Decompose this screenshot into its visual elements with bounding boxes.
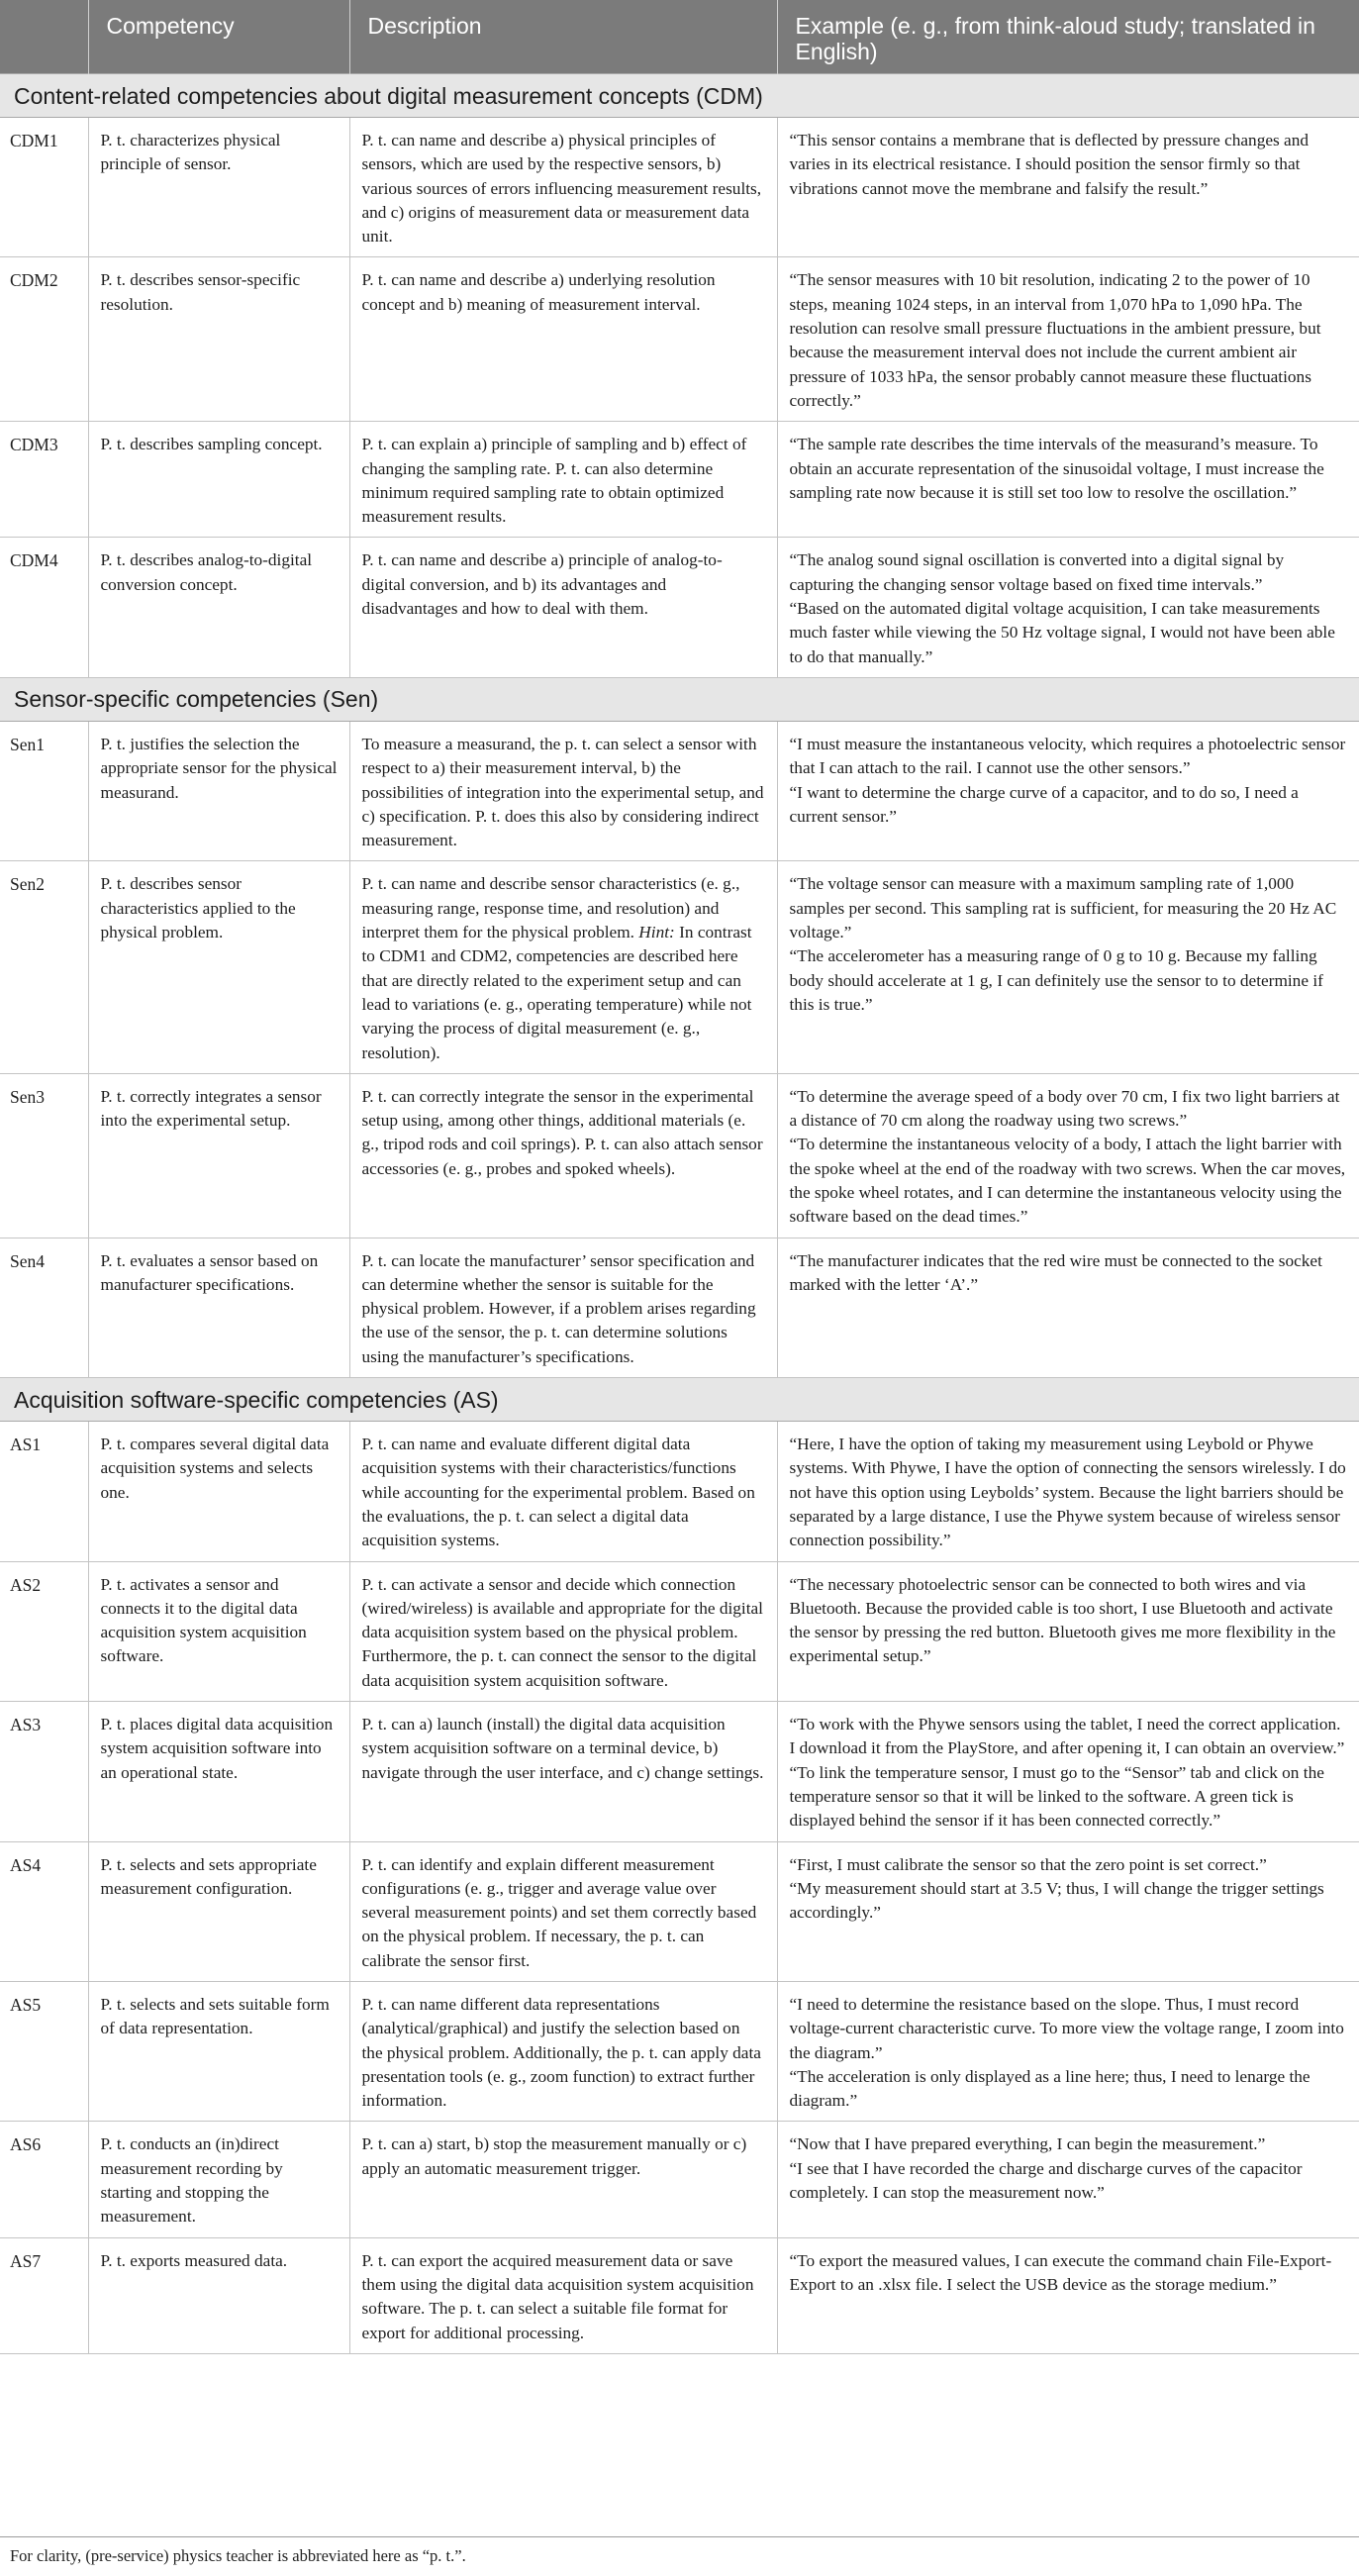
hint-label: Hint: bbox=[638, 923, 675, 942]
description-text: P. t. can explain a) principle of sampling and b) effect of changing the sampling rate. P. t. can also determine minimum required sampling rate to obtain optimized measurement results. bbox=[361, 435, 747, 527]
competency-id: AS4 bbox=[0, 1841, 88, 1981]
example-cell bbox=[777, 1702, 1359, 1841]
example-quote: “I must measure the instantaneous velocity, which requires a photoelectric sensor that I can attach to the rail. I cannot use the other sensors.” bbox=[789, 734, 1346, 778]
example-cell bbox=[777, 1422, 1359, 1561]
example-quote: “This sensor contains a membrane that is deflected by pressure changes and varies in its electrical resistance. I should position the sensor firmly so that vibrations cannot move the membrane and falsify the result.” bbox=[789, 131, 1309, 198]
example-cell bbox=[777, 1982, 1359, 2122]
description-text: P. t. can a) start, b) stop the measurement manually or c) apply an automatic measurement trigger. bbox=[361, 2134, 747, 2178]
competency-cell: P. t. conducts an (in)direct measurement recording by starting and stopping the measurement. bbox=[88, 2122, 349, 2237]
description-text: P. t. can correctly integrate the sensor in the experimental setup using, among other things, additional materials (e. g., tripod rods and coil springs). P. t. can also attach sensor accessories (e. g., probes and spoked wheels). bbox=[361, 1086, 763, 1178]
section-row bbox=[0, 677, 1359, 721]
competency-id: CDM4 bbox=[0, 538, 88, 677]
example-quote: “The accelerometer has a measuring range of 0 g to 10 g. Because my falling body should accelerate at 1 g, I can definitely use the sensor to to determine if this is true.” bbox=[789, 946, 1323, 1014]
description-cell bbox=[349, 1982, 777, 2122]
header-row bbox=[0, 0, 1359, 74]
competency-cell: P. t. describes analog-to-digital conversion concept. bbox=[88, 538, 349, 677]
example-quote: “To link the temperature sensor, I must go to the “Sensor” tab and click on the temperature sensor so that it will be linked to the software. A green tick is displayed behind the sensor if it has been connected correctly.” bbox=[789, 1762, 1324, 1831]
table-row bbox=[0, 538, 1359, 677]
example-quote: “I need to determine the resistance based on the slope. Thus, I must record voltage-current characteristic curve. To more view the voltage range, I zoom into the diagram.” bbox=[789, 1995, 1344, 2062]
example-cell bbox=[777, 1841, 1359, 1981]
table-row bbox=[0, 1238, 1359, 1377]
competency-id: AS1 bbox=[0, 1422, 88, 1561]
example-quote: “The necessary photoelectric sensor can be connected to both wires and via Bluetooth. Because the provided cable is too short, I use Bluetooth and activate the sensor by pressing the red button. Bluetooth gives me more flexibility in the experimental setup.” bbox=[789, 1574, 1336, 1666]
example-cell bbox=[777, 1238, 1359, 1377]
description-cell bbox=[349, 1702, 777, 1841]
section-title: Content-related competencies about digital measurement concepts (CDM) bbox=[0, 74, 1359, 118]
example-quote: “To determine the instantaneous velocity of a body, I attach the light barrier with the spoke wheel at the end of the roadway with two screws. When the car moves, the spoke wheel rotates, and I can determine the instantaneous velocity using the software based on the dead times.” bbox=[789, 1135, 1346, 1227]
header-competency: Competency bbox=[88, 0, 349, 74]
description-cell bbox=[349, 1561, 777, 1701]
example-quote: “Here, I have the option of taking my measurement using Leybold or Phywe systems. With Phywe, I have the option of connecting the sensors wirelessly. I do not have this option using Leybolds’ system. Because the light barriers should be separated by a large distance, I use the Phywe system because of wireless sensor connection possibility.” bbox=[789, 1435, 1346, 1550]
description-text: P. t. can name and describe a) physical principles of sensors, which are used by the respective sensors, b) various sources of errors influencing measurement results, and c) origins of measurement data or measurement data unit. bbox=[361, 131, 762, 247]
competency-cell: P. t. activates a sensor and connects it to the digital data acquisition system acquisition software. bbox=[88, 1561, 349, 1701]
example-quote: “To determine the average speed of a body over 70 cm, I fix two light barriers at a distance of 70 cm along the roadway using two screws.” bbox=[789, 1086, 1340, 1131]
table-bottom-rule bbox=[0, 2536, 1359, 2537]
table-row bbox=[0, 422, 1359, 538]
competency-cell: P. t. exports measured data. bbox=[88, 2237, 349, 2353]
example-cell bbox=[777, 538, 1359, 677]
description-text: P. t. can name different data representations (analytical/graphical) and justify the selection based on the physical problem. Additionally, the p. t. can apply data presentation tools (e. g., zoom function) to extract further information. bbox=[361, 1995, 761, 2111]
competency-id: AS6 bbox=[0, 2122, 88, 2237]
description-text: P. t. can activate a sensor and decide which connection (wired/wireless) is available and appropriate for the digital data acquisition system based on the physical problem. Furthermore, the p. t. can connect the sensor to the digital data acquisition system acquisition software. bbox=[361, 1574, 763, 1690]
competency-cell: P. t. describes sensor-specific resolution. bbox=[88, 257, 349, 422]
example-quote: “The sample rate describes the time intervals of the measurand’s measure. To obtain an accurate representation of the sinusoidal voltage, I must increase the sampling rate now because it is still set too low to resolve the oscillation.” bbox=[789, 435, 1324, 502]
competency-id: CDM2 bbox=[0, 257, 88, 422]
description-cell bbox=[349, 118, 777, 257]
section-row bbox=[0, 1378, 1359, 1422]
section-row bbox=[0, 74, 1359, 118]
competency-cell: P. t. compares several digital data acquisition systems and selects one. bbox=[88, 1422, 349, 1561]
table-row bbox=[0, 861, 1359, 1073]
example-cell bbox=[777, 257, 1359, 422]
description-text: To measure a measurand, the p. t. can select a sensor with respect to a) their measurement interval, b) the possibilities of integration into the experimental setup, and c) specification. P. t. does this also by considering indirect measurement. bbox=[361, 734, 764, 850]
example-quote: “Now that I have prepared everything, I can begin the measurement.” bbox=[789, 2134, 1266, 2154]
example-quote: “To export the measured values, I can execute the command chain File-Export-Export to an .xlsx file. I select the USB device as the storage medium.” bbox=[789, 2250, 1332, 2294]
example-cell bbox=[777, 2237, 1359, 2353]
table-row bbox=[0, 2122, 1359, 2237]
description-cell bbox=[349, 538, 777, 677]
hint-text: In contrast to CDM1 and CDM2, competencies are described here that are directly related to the experiment setup and can lead to variations (e. g., operating temperature) while not varying the process of digital measurement (e. g., resolution). bbox=[361, 923, 752, 1062]
description-text: P. t. can identify and explain different measurement configurations (e. g., trigger and average value over several measurement points) and set them correctly based on the physical problem. If necessary, the p. t. can calibrate the sensor first. bbox=[361, 1854, 757, 1970]
header-example: Example (e. g., from think-aloud study; translated in English) bbox=[777, 0, 1359, 74]
example-cell bbox=[777, 2122, 1359, 2237]
description-text: P. t. can name and describe sensor characteristics (e. g., measuring range, response time, and resolution) and interpret them for the physical problem. bbox=[361, 874, 740, 942]
description-text: P. t. can name and describe a) underlying resolution concept and b) meaning of measurement interval. bbox=[361, 270, 716, 314]
table-header bbox=[0, 0, 1359, 74]
competency-id: AS5 bbox=[0, 1982, 88, 2122]
competency-id: CDM1 bbox=[0, 118, 88, 257]
table-row bbox=[0, 1702, 1359, 1841]
description-cell bbox=[349, 2237, 777, 2353]
table-row bbox=[0, 2237, 1359, 2353]
competency-cell: P. t. places digital data acquisition system acquisition software into an operational state. bbox=[88, 1702, 349, 1841]
competency-cell: P. t. correctly integrates a sensor into the experimental setup. bbox=[88, 1073, 349, 1238]
example-quote: “My measurement should start at 3.5 V; thus, I will change the trigger settings accordingly.” bbox=[789, 1878, 1324, 1923]
competency-id: AS3 bbox=[0, 1702, 88, 1841]
description-cell bbox=[349, 1238, 777, 1377]
example-cell bbox=[777, 1073, 1359, 1238]
description-text: P. t. can a) launch (install) the digital data acquisition system acquisition software on a terminal device, b) navigate through the user interface, and c) change settings. bbox=[361, 1715, 764, 1782]
table-row bbox=[0, 1561, 1359, 1701]
example-quote: “Based on the automated digital voltage acquisition, I can take measurements much faster while viewing the 50 Hz voltage signal, I would not have been able to do that manually.” bbox=[789, 599, 1335, 666]
example-quote: “I see that I have recorded the charge and discharge curves of the capacitor completely. I can stop the measurement now.” bbox=[789, 2158, 1303, 2203]
competency-cell: P. t. describes sensor characteristics applied to the physical problem. bbox=[88, 861, 349, 1073]
description-cell bbox=[349, 1841, 777, 1981]
competency-cell: P. t. justifies the selection the appropriate sensor for the physical measurand. bbox=[88, 721, 349, 860]
table-row bbox=[0, 1982, 1359, 2122]
description-text: P. t. can export the acquired measurement data or save them using the digital data acquisition system acquisition software. The p. t. can select a suitable file format for export for additional processing. bbox=[361, 2250, 754, 2342]
description-cell bbox=[349, 257, 777, 422]
competency-id: Sen1 bbox=[0, 721, 88, 860]
footnote: For clarity, (pre-service) physics teacher is abbreviated here as “p. t.”. bbox=[10, 2546, 466, 2565]
example-quote: “I want to determine the charge curve of a capacitor, and to do so, I need a current sensor.” bbox=[789, 782, 1299, 826]
example-cell bbox=[777, 861, 1359, 1073]
example-cell bbox=[777, 422, 1359, 538]
description-cell bbox=[349, 1073, 777, 1238]
description-cell bbox=[349, 861, 777, 1073]
table-row bbox=[0, 721, 1359, 860]
competency-cell: P. t. describes sampling concept. bbox=[88, 422, 349, 538]
header-id bbox=[0, 0, 88, 74]
example-quote: “The sensor measures with 10 bit resolution, indicating 2 to the power of 10 steps, meaning 1024 steps, in an interval from 1,070 hPa to 1,090 hPa. The resolution can resolve small pressure fluctuations in the ambient pressure, but because the measurement interval does not include the current ambient air pressure of 1033 hPa, the sensor probably cannot measure these fluctuations correctly.” bbox=[789, 270, 1321, 410]
competency-cell: P. t. selects and sets appropriate measurement configuration. bbox=[88, 1841, 349, 1981]
description-text: P. t. can name and evaluate different digital data acquisition systems with their characteristics/functions while accounting for the experimental problem. Based on the evaluations, the p. t. can select a digital data acquisition systems. bbox=[361, 1435, 755, 1550]
table-row bbox=[0, 118, 1359, 257]
description-text: P. t. can locate the manufacturer’ sensor specification and can determine whether the sensor is suitable for the physical problem. However, if a problem arises regarding the use of the sensor, the p. t. can determine solutions using the manufacturer’s specifications. bbox=[361, 1250, 756, 1366]
description-cell bbox=[349, 422, 777, 538]
competency-id: Sen2 bbox=[0, 861, 88, 1073]
example-quote: “The analog sound signal oscillation is converted into a digital signal by capturing the changing sensor voltage based on fixed time intervals.” bbox=[789, 550, 1285, 594]
table-body bbox=[0, 74, 1359, 2354]
table-row bbox=[0, 1841, 1359, 1981]
competency-id: Sen3 bbox=[0, 1073, 88, 1238]
competency-cell: P. t. evaluates a sensor based on manufacturer specifications. bbox=[88, 1238, 349, 1377]
description-text: P. t. can name and describe a) principle of analog-to-digital conversion, and b) its advantages and disadvantages and how to deal with them. bbox=[361, 550, 723, 619]
description-cell bbox=[349, 1422, 777, 1561]
example-cell bbox=[777, 721, 1359, 860]
example-quote: “First, I must calibrate the sensor so that the zero point is set correct.” bbox=[789, 1854, 1267, 1874]
description-cell bbox=[349, 2122, 777, 2237]
example-quote: “To work with the Phywe sensors using the tablet, I need the correct application. I download it from the PlayStore, and after opening it, I can obtain an overview.” bbox=[789, 1715, 1345, 1758]
example-cell bbox=[777, 118, 1359, 257]
example-quote: “The acceleration is only displayed as a line here; thus, I need to lenarge the diagram.” bbox=[789, 2066, 1310, 2111]
competency-id: AS7 bbox=[0, 2237, 88, 2353]
example-quote: “The manufacturer indicates that the red wire must be connected to the socket marked with the letter ‘A’.” bbox=[789, 1250, 1322, 1294]
competency-id: AS2 bbox=[0, 1561, 88, 1701]
competency-id: CDM3 bbox=[0, 422, 88, 538]
table-row bbox=[0, 1422, 1359, 1561]
section-title: Acquisition software-specific competencies (AS) bbox=[0, 1378, 1359, 1422]
competency-cell: P. t. characterizes physical principle of sensor. bbox=[88, 118, 349, 257]
description-cell bbox=[349, 721, 777, 860]
example-quote: “The voltage sensor can measure with a maximum sampling rate of 1,000 samples per second. This sampling rat is sufficient, for measuring the 20 Hz AC voltage.” bbox=[789, 874, 1337, 942]
competency-cell: P. t. selects and sets suitable form of data representation. bbox=[88, 1982, 349, 2122]
header-description: Description bbox=[349, 0, 777, 74]
table-row bbox=[0, 257, 1359, 422]
competency-id: Sen4 bbox=[0, 1238, 88, 1377]
example-cell bbox=[777, 1561, 1359, 1701]
table-row bbox=[0, 1073, 1359, 1238]
section-title: Sensor-specific competencies (Sen) bbox=[0, 677, 1359, 721]
